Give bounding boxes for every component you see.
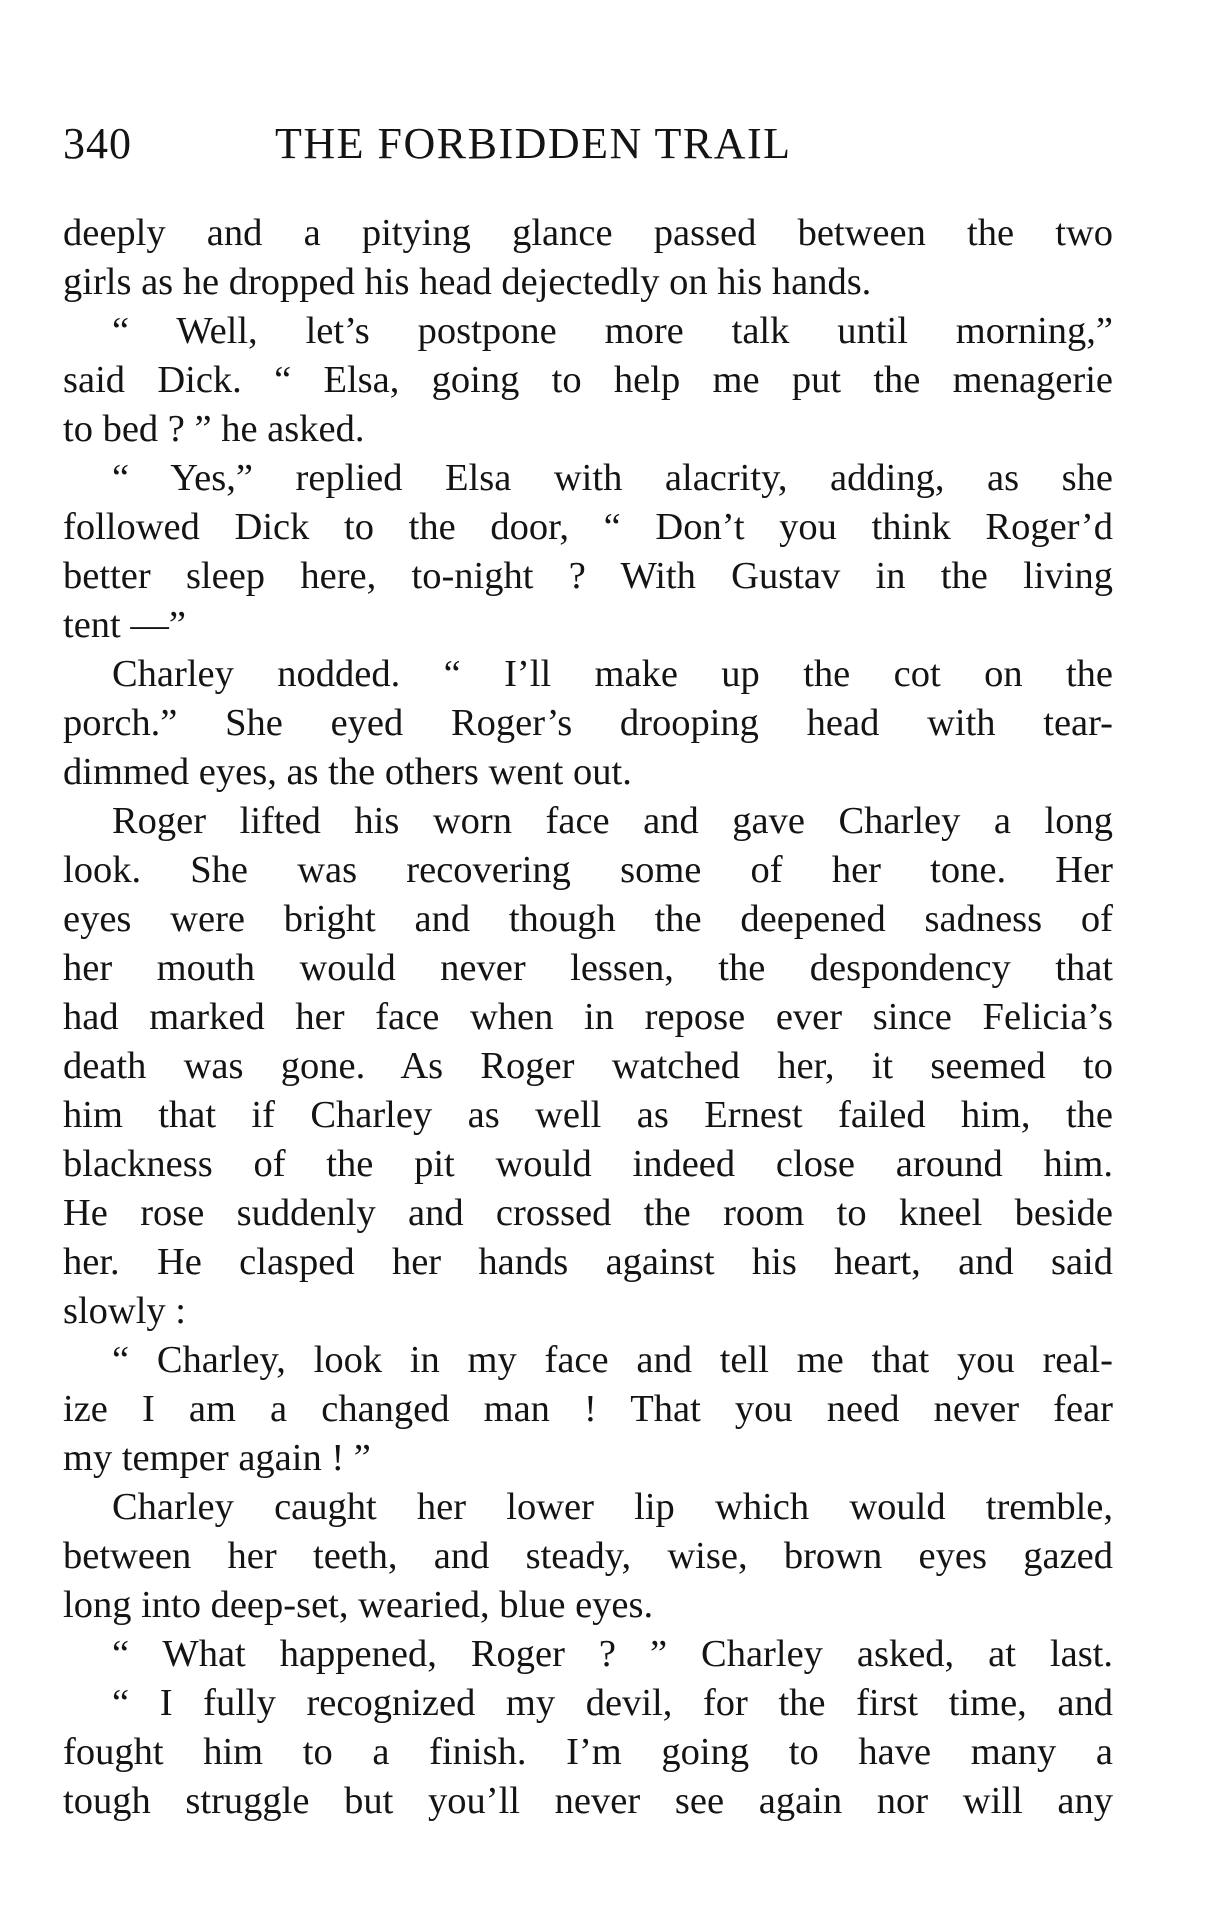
text-line: her mouth would never lessen, the despondency that (63, 947, 1113, 989)
text-line: Charley caught her lower lip which would tremble, (112, 1486, 1113, 1528)
text-line: look. She was recovering some of her tone. Her (63, 849, 1113, 891)
text-line: to bed ? ” he asked. (63, 408, 365, 450)
text-line: dimmed eyes, as the others went out. (63, 751, 632, 793)
text-line: long into deep-set, wearied, blue eyes. (63, 1584, 654, 1626)
text-line: He rose suddenly and crossed the room to kneel beside (63, 1192, 1113, 1234)
text-line: better sleep here, to-night ? With Gustav in the living (63, 555, 1113, 597)
text-line: him that if Charley as well as Ernest failed him, the (63, 1094, 1113, 1136)
text-line: her. He clasped her hands against his heart, and said (63, 1241, 1113, 1283)
text-line: death was gone. As Roger watched her, it seemed to (63, 1045, 1113, 1087)
text-line: between her teeth, and steady, wise, brown eyes gazed (63, 1535, 1113, 1577)
text-line: “ Charley, look in my face and tell me that you real- (112, 1339, 1113, 1381)
page-header (63, 118, 1123, 178)
text-line: blackness of the pit would indeed close around him. (63, 1143, 1113, 1185)
text-line: slowly : (63, 1290, 187, 1332)
text-line: eyes were bright and though the deepened sadness of (63, 898, 1113, 940)
text-line: said Dick. “ Elsa, going to help me put the menagerie (63, 359, 1113, 401)
text-line: had marked her face when in repose ever since Felicia’s (63, 996, 1113, 1038)
text-line: Roger lifted his worn face and gave Charley a long (112, 800, 1113, 842)
text-line: “ What happened, Roger ? ” Charley asked, at last. (112, 1633, 1113, 1675)
text-line: fought him to a finish. I’m going to have many a (63, 1731, 1113, 1773)
text-line: “ Well, let’s postpone more talk until morning,” (112, 310, 1113, 352)
text-line: deeply and a pitying glance passed between the two (63, 212, 1113, 254)
running-title: THE FORBIDDEN TRAIL (275, 119, 792, 168)
page-number: 340 (63, 119, 132, 168)
text-line: tough struggle but you’ll never see again nor will any (63, 1780, 1113, 1822)
text-line: my temper again ! ” (63, 1437, 371, 1479)
text-line: ize I am a changed man ! That you need never fear (63, 1388, 1113, 1430)
text-line: girls as he dropped his head dejectedly on his hands. (63, 261, 872, 303)
text-line: porch.” She eyed Roger’s drooping head with tear- (63, 702, 1113, 744)
text-line: tent —” (63, 604, 186, 646)
text-line: “ Yes,” replied Elsa with alacrity, adding, as she (112, 457, 1113, 499)
body-text (63, 209, 1113, 1826)
text-line: “ I fully recognized my devil, for the first time, and (112, 1682, 1113, 1724)
text-line: followed Dick to the door, “ Don’t you think Roger’d (63, 506, 1113, 548)
text-line: Charley nodded. “ I’ll make up the cot on the (112, 653, 1113, 695)
